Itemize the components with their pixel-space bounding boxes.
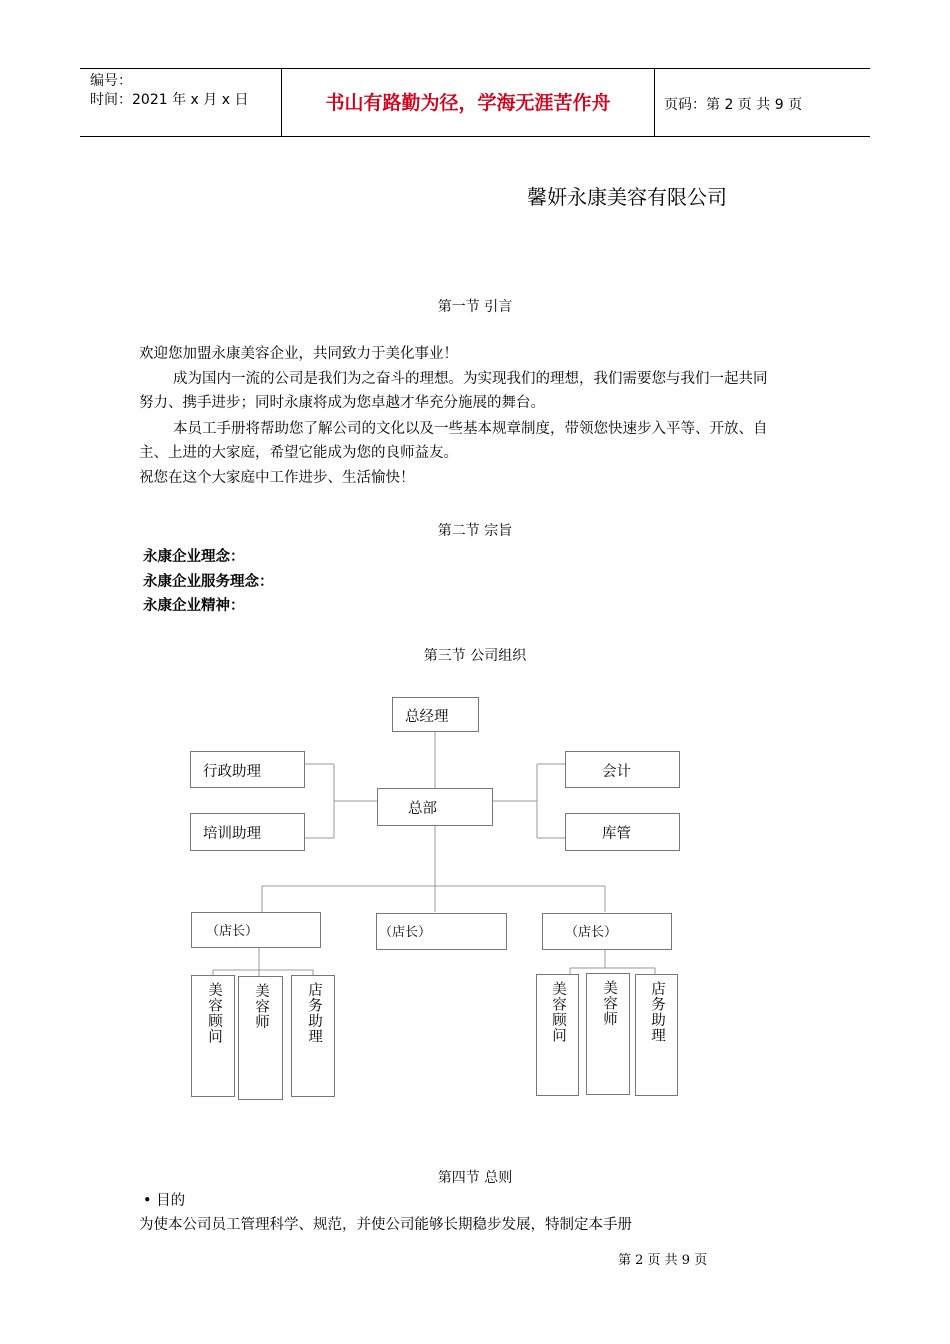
org-box-warehouse (565, 813, 680, 851)
org-label: 店务助理 (306, 982, 322, 1044)
org-box-store-assistant-2 (635, 974, 678, 1096)
section1-p4: 祝您在这个大家庭中工作进步、生活愉快！ (139, 470, 415, 486)
section1-p2a: 成为国内一流的公司是我们为之奋斗的理想。为实现我们的理想，我们需要您与我们一起共同 (173, 371, 768, 387)
org-box-beautician-1 (238, 976, 283, 1100)
org-label: （店长） (379, 925, 432, 940)
org-label: 美容顾问 (550, 981, 566, 1043)
org-box-store-assistant-1 (291, 975, 335, 1097)
section1-p3a: 本员工手册将帮助您了解公司的文化以及一些基本规章制度，带领您快速步入平等、开放、自 (173, 421, 768, 437)
org-box-accountant (565, 751, 680, 788)
org-label: 行政助理 (203, 764, 261, 780)
org-label: 总经理 (405, 709, 449, 725)
org-box-beauty-consultant-2 (536, 974, 579, 1096)
number-label: 编号： (90, 73, 132, 89)
org-label: 培训助理 (203, 826, 261, 842)
org-label: （店长） (206, 924, 259, 939)
org-box-beautician-2 (586, 973, 630, 1095)
section4-title: 第四节 总则 (437, 1170, 513, 1186)
motto: 书山有路勤为径，学海无涯苦作舟 (325, 92, 611, 114)
org-label: 美容顾问 (206, 982, 222, 1044)
page-footer: 第 2 页 共 9 页 (618, 1253, 708, 1268)
org-box-training-assistant (190, 813, 305, 851)
spirit-label: 永康企业精神： (143, 598, 245, 614)
org-box-store-manager-3 (542, 913, 672, 950)
section3-title: 第三节 公司组织 (423, 648, 527, 664)
company-name: 馨妍永康美容有限公司 (527, 185, 727, 209)
time-label: 时间：2021 年 x 月 x 日 (90, 92, 249, 108)
page-label: 页码：第 2 页 共 9 页 (664, 97, 803, 113)
philosophy-label: 永康企业理念： (143, 549, 245, 565)
org-box-admin-assistant (190, 751, 305, 788)
org-label: 美容师 (601, 980, 617, 1027)
section2-title: 第二节 宗旨 (437, 523, 513, 539)
section1-p2b: 努力、携手进步；同时永康将成为您卓越才华充分施展的舞台。 (139, 395, 545, 411)
section1-p1: 欢迎您加盟永康美容企业，共同致力于美化事业！ (139, 346, 458, 362)
org-box-beauty-consultant-1 (191, 975, 235, 1097)
org-label: 会计 (602, 764, 631, 780)
service-philosophy-label: 永康企业服务理念： (143, 574, 274, 590)
org-label: 库管 (602, 826, 631, 842)
org-box-store-manager-2 (376, 913, 507, 950)
section4-text: 为使本公司员工管理科学、规范，并使公司能够长期稳步发展，特制定本手册 (139, 1217, 632, 1233)
section4-bullet: • 目的 (143, 1193, 186, 1209)
org-box-general-manager (392, 697, 479, 732)
org-label: 总部 (408, 801, 437, 817)
section1-p3b: 主、上进的大家庭，希望它能成为您的良师益友。 (139, 445, 458, 461)
org-label: 美容师 (253, 983, 269, 1030)
org-label: 店务助理 (649, 981, 665, 1043)
section1-title: 第一节 引言 (437, 299, 513, 315)
org-box-store-manager-1 (191, 912, 321, 948)
org-label: （店长） (565, 925, 618, 940)
org-box-headquarters (377, 788, 493, 826)
